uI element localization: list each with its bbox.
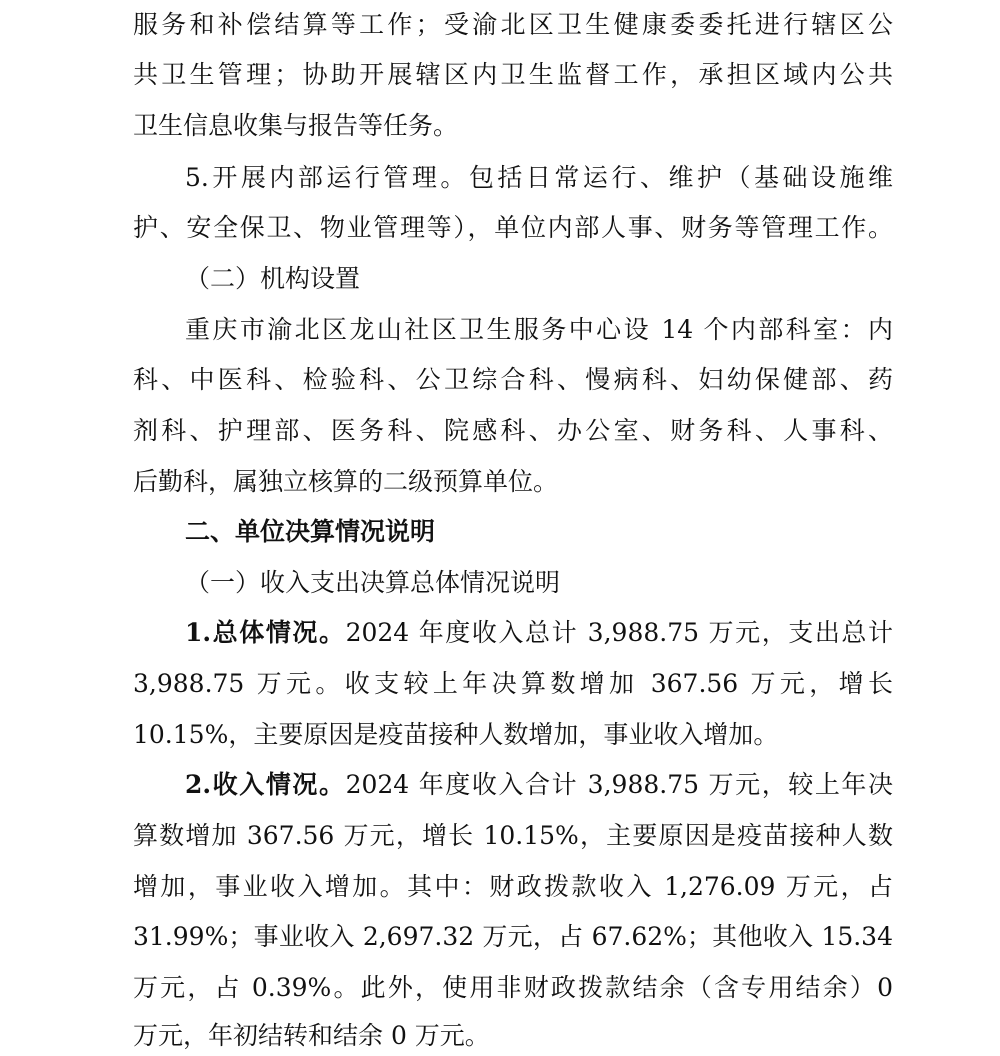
text-line: 重庆市渝北区龙山社区卫生服务中心设 14 个内部科室：内 — [185, 315, 893, 344]
text-line: 科、中医科、检验科、公卫综合科、慢病科、妇幼保健部、药 — [133, 365, 893, 394]
text-line: 护、安全保卫、物业管理等），单位内部人事、财务等管理工作。 — [133, 213, 893, 242]
text-line: 共卫生管理；协助开展辖区内卫生监督工作，承担区域内公共 — [133, 60, 893, 89]
text-line — [185, 615, 893, 651]
section-heading-budget: 二、单位决算情况说明 — [185, 517, 436, 546]
text-line: 5.开展内部运行管理。包括日常运行、维护（基础设施维 — [185, 163, 893, 192]
text-line: 3,988.75 万元。收支较上年决算数增加 367.56 万元，增长 — [133, 669, 893, 698]
text-line: 10.15%，主要原因是疫苗接种人数增加，事业收入增加。 — [133, 720, 779, 749]
text-line: 算数增加 367.56 万元，增长 10.15%，主要原因是疫苗接种人数 — [133, 821, 893, 850]
text-line: 增加，事业收入增加。其中：财政拨款收入 1,276.09 万元，占 — [133, 872, 893, 901]
text-line: 服务和补偿结算等工作；受渝北区卫生健康委委托进行辖区公 — [133, 10, 893, 39]
text-line: 31.99%；事业收入 2,697.32 万元，占 67.62%；其他收入 15.34 — [133, 922, 893, 951]
income-text: 2024 年度收入合计 3,988.75 万元，较上年决 — [345, 770, 893, 799]
overall-label: 1.总体情况。 — [185, 618, 346, 647]
text-line: 万元，占 0.39%。此外，使用非财政拨款结余（含专用结余）0 — [133, 973, 893, 1002]
text-line: 剂科、护理部、医务科、院感科、办公室、财务科、人事科、 — [133, 416, 893, 445]
text-line — [185, 767, 893, 803]
text-line: 万元，年初结转和结余 0 万元。 — [133, 1021, 490, 1050]
section-subheading-summary: （一）收入支出决算总体情况说明 — [185, 568, 561, 597]
section-heading-org: （二）机构设置 — [185, 264, 361, 293]
income-label: 2.收入情况。 — [185, 770, 346, 799]
text-line: 后勤科，属独立核算的二级预算单位。 — [133, 467, 559, 496]
text-line: 卫生信息收集与报告等任务。 — [133, 111, 459, 140]
overall-text: 2024 年度收入总计 3,988.75 万元，支出总计 — [345, 618, 893, 647]
